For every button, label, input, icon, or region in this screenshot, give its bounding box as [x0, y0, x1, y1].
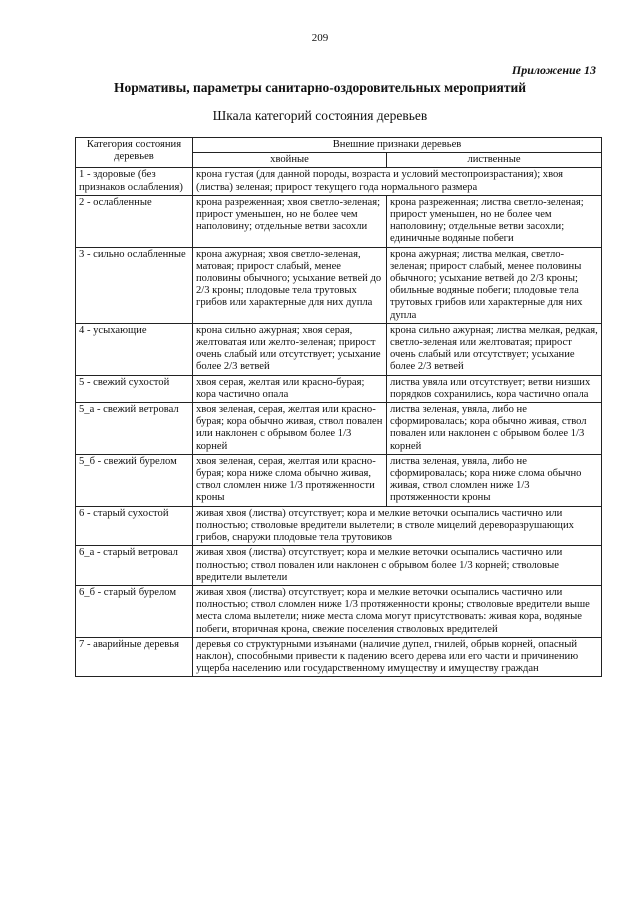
tree-condition-table	[75, 137, 602, 677]
signs-cell-merged: крона густая (для данной породы, возраста и условий местопроизрастания); хвоя (листва) зеленая; прирост текущего года нормального размера	[193, 168, 602, 195]
signs-cell-merged: живая хвоя (листва) отсутствует; кора и мелкие веточки осыпались частично или полностью; ствол повален или наклонен с обрывом более 1/3 корней; стволовые вредители вылетели	[193, 546, 602, 586]
coniferous-cell: хвоя зеленая, серая, желтая или красно-бурая; кора ниже слома обычно живая, ствол сломлен ниже 1/3 протяженности кроны	[193, 454, 387, 506]
category-cell: 5_б - свежий бурелом	[76, 454, 193, 506]
category-cell: 4 - усыхающие	[76, 323, 193, 375]
coniferous-cell: хвоя серая, желтая или красно-бурая; кора частично опала	[193, 375, 387, 402]
document-title: Нормативы, параметры санитарно-оздоровительных мероприятий	[113, 80, 527, 95]
category-cell: 7 - аварийные деревья	[76, 637, 193, 677]
category-cell: 6_б - старый бурелом	[76, 585, 193, 637]
table-row	[76, 506, 602, 546]
signs-cell-merged: деревья со структурными изъянами (наличие дупел, гнилей, обрыв корней, опасный наклон), способными привести к падению всего дерева или его части и причинению ущерба населению или государственному имуществу и имуществу граждан	[193, 637, 602, 677]
table-row	[76, 454, 602, 506]
table-row	[76, 168, 602, 195]
deciduous-cell: листва увяла или отсутствует; ветви низших порядков сохранились, кора частично опала	[387, 375, 602, 402]
deciduous-cell: крона сильно ажурная; листва мелкая, редкая, светло-зеленая или желтоватая; прирост очень слабый или отсутствует; усыхание более 2/3 ветвей	[387, 323, 602, 375]
table-row	[76, 546, 602, 586]
page-number: 209	[311, 32, 329, 44]
deciduous-cell: крона ажурная; листва мелкая, светло-зеленая; прирост слабый, менее половины обычного; усыхание ветвей до 2/3 кроны; обильные водяные побеги; плодовые тела трутовых грибов или характерные для них дупла	[387, 247, 602, 323]
table-row	[76, 247, 602, 323]
category-cell: 2 - ослабленные	[76, 195, 193, 247]
table-row	[76, 323, 602, 375]
header-external-signs: Внешние признаки деревьев	[193, 138, 602, 153]
deciduous-cell: листва зеленая, увяла, либо не сформировалась; кора ниже слома обычно живая, ствол сломлен ниже 1/3 протяженности кроны	[387, 454, 602, 506]
table-row	[76, 585, 602, 637]
document-subtitle: Шкала категорий состояния деревьев	[212, 108, 428, 123]
category-cell: 5 - свежий сухостой	[76, 375, 193, 402]
deciduous-cell: крона разреженная; листва светло-зеленая; прирост уменьшен, но не более чем наполовину; отдельные ветви засохли; единичные водяные побеги	[387, 195, 602, 247]
category-cell: 6_а - старый ветровал	[76, 546, 193, 586]
table-row	[76, 403, 602, 455]
coniferous-cell: крона сильно ажурная; хвоя серая, желтоватая или желто-зеленая; прирост очень слабый или отсутствует; усыхание более 2/3 ветвей	[193, 323, 387, 375]
coniferous-cell: хвоя зеленая, серая, желтая или красно-бурая; кора обычно живая, ствол повален или наклонен с обрывом более 1/3 корней	[193, 403, 387, 455]
table-row	[76, 637, 602, 677]
signs-cell-merged: живая хвоя (листва) отсутствует; кора и мелкие веточки осыпались частично или полностью; стволовые вредители вылетели; в стволе мицелий дереворазрушающих грибов, снаружи плодовые тела трутовиков	[193, 506, 602, 546]
header-deciduous: лиственные	[387, 153, 602, 168]
table-row	[76, 375, 602, 402]
category-cell: 6 - старый сухостой	[76, 506, 193, 546]
category-cell: 5_а - свежий ветровал	[76, 403, 193, 455]
category-cell: 3 - сильно ослабленные	[76, 247, 193, 323]
coniferous-cell: крона ажурная; хвоя светло-зеленая, матовая; прирост слабый, менее половины обычного; усыхание ветвей до 2/3 кроны; плодовые тела трутовых грибов или характерные для них дупла	[193, 247, 387, 323]
table-row	[76, 195, 602, 247]
category-cell: 1 - здоровые (без признаков ослабления)	[76, 168, 193, 195]
deciduous-cell: листва зеленая, увяла, либо не сформировалась; кора обычно живая, ствол повален или наклонен с обрывом более 1/3 корней	[387, 403, 602, 455]
header-category: Категория состояния деревьев	[76, 138, 193, 168]
coniferous-cell: крона разреженная; хвоя светло-зеленая; прирост уменьшен, но не более чем наполовину; отдельные ветви засохли	[193, 195, 387, 247]
header-coniferous: хвойные	[193, 153, 387, 168]
signs-cell-merged: живая хвоя (листва) отсутствует; кора и мелкие веточки осыпались частично или полностью; ствол сломлен ниже 1/3 протяженности кроны; стволовые вредители выше места слома вылетели; ниже места слома могут присутствовать: живая кора, водяные побеги, вторичная крона, свежие поселения стволовых вредителей	[193, 585, 602, 637]
appendix-label: Приложение 13	[511, 63, 596, 77]
